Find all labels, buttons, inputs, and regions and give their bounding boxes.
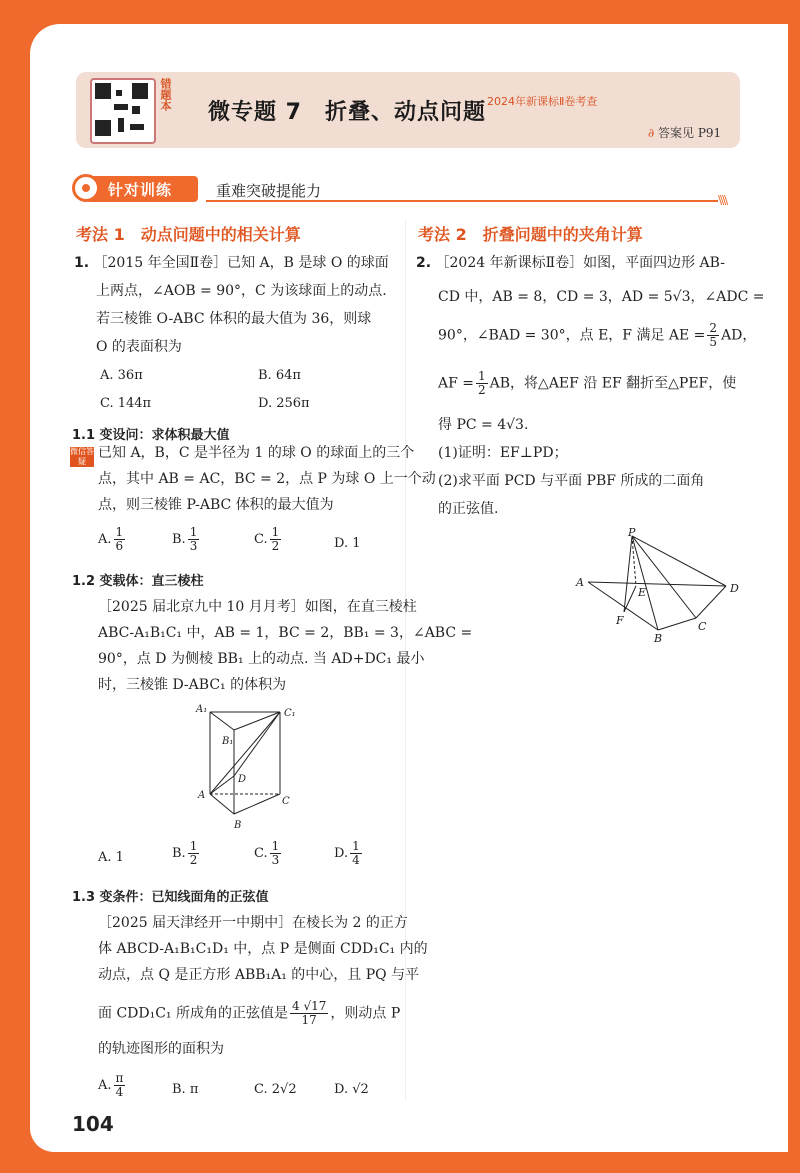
q2-part-2: (2)求平面 PCD 与平面 PBF 所成的二面角 [438, 473, 705, 489]
exam-note: 2024年新课标Ⅱ卷考查 [487, 95, 598, 108]
paperclip-icon: ∂ [648, 126, 659, 140]
v13-option-b: B. π [172, 1082, 199, 1097]
method-1-title: 考法 1 动点问题中的相关计算 [76, 225, 301, 244]
q1-line-1: 1. ［2015 年全国Ⅱ卷］已知 A，B 是球 O 的球面 [74, 255, 389, 271]
error-book-tag: 错题本 [159, 78, 172, 111]
v11-line-2: 点，其中 AB = AC，BC = 2，点 P 为球 O 上一个动 [98, 471, 436, 487]
v11-line-3: 点，则三棱锥 P-ABC 体积的最大值为 [98, 497, 334, 513]
v13-line-5: 的轨迹图形的面积为 [98, 1041, 224, 1057]
method-2-title: 考法 2 折叠问题中的夹角计算 [418, 225, 643, 244]
v13-line-3: 动点，点 Q 是正方形 ABB₁A₁ 的中心，且 PQ 与平 [98, 967, 420, 983]
v12-line-3: 90°，点 D 为侧棱 BB₁ 上的动点. 当 AD+DC₁ 最小 [98, 651, 425, 667]
v11-line-1: 已知 A，B，C 是半径为 1 的球 O 的球面上的三个 [98, 445, 415, 461]
v13-option-a: A. $\frac{\pi}{4}$ [98, 1071, 124, 1099]
v12-option-a: A. 1 [98, 850, 124, 865]
v13-line-2: 体 ABCD-A₁B₁C₁D₁ 中，点 P 是侧面 CDD₁C₁ 内的 [98, 941, 428, 957]
q1-option-a: A. 36π [100, 368, 143, 383]
fig1-label-b1: B₁ [222, 736, 234, 747]
page-title: 微专题 7 折叠、动点问题 [208, 100, 486, 125]
fig1-label-c1: C₁ [284, 708, 296, 719]
fig1-label-d: D [238, 774, 247, 785]
answer-reference: ∂ 答案见 P91 [648, 126, 722, 140]
variant-1-2-heading: 1.2 变载体：直三棱柱 [72, 574, 204, 589]
v11-option-d: D. 1 [334, 536, 361, 551]
q1-option-c: C. 144π [100, 396, 152, 411]
fold-figure [570, 526, 750, 642]
variant-1-3-heading: 1.3 变条件：已知线面角的正弦值 [72, 890, 269, 905]
fig2-label-d: D [730, 582, 739, 595]
v13-line-4: 面 CDD₁C₁ 所成角的正弦值是 $\frac{4 √17}{17}$ ，则动点 P [98, 999, 401, 1027]
fig1-label-a1: A₁ [196, 704, 208, 715]
v13-line-1: ［2025 届天津经开一中期中］在棱长为 2 的正方 [98, 915, 408, 931]
fig2-label-f: F [616, 614, 624, 627]
v11-option-a: A. $\frac{1}{6}$ [98, 525, 124, 553]
decor-stripes: \\\\ [718, 193, 727, 207]
q2-line-4: AF = $\frac{1}{2}$ AB，将△AEF 沿 EF 翻折至△PEF，使 [438, 369, 737, 397]
q2-line-5: 得 PC = 4√3. [438, 417, 529, 433]
fig2-label-b: B [654, 632, 663, 642]
v12-option-d: D. $\frac{1}{4}$ [334, 839, 360, 867]
q1-line-2: 上两点，∠AOB = 90°，C 为该球面上的动点. [96, 283, 387, 299]
fig2-label-c: C [698, 620, 707, 633]
q1-option-b: B. 64π [258, 368, 301, 383]
v12-line-1: ［2025 届北京九中 10 月月考］如图，在直三棱柱 [98, 599, 417, 615]
fig1-label-a: A [198, 790, 206, 801]
q2-part-2-cont: 的正弦值. [438, 501, 499, 517]
wechat-qa-tag[interactable]: 微信答疑 [70, 447, 94, 466]
training-banner [72, 174, 202, 204]
q1-line-3: 若三棱锥 O-ABC 体积的最大值为 36，则球 [96, 311, 372, 327]
v11-option-b: B. $\frac{1}{3}$ [172, 525, 198, 553]
q2-line-3: 90°，∠BAD = 30°，点 E，F 满足 AE = $\frac{2}{5}$ AD， [438, 321, 757, 349]
fig2-label-e: E [638, 586, 647, 599]
banner-subtitle: 重难突破提能力 [216, 182, 322, 200]
v11-option-c: C. $\frac{1}{2}$ [254, 525, 280, 553]
divider [206, 200, 718, 202]
v12-option-c: C. $\frac{1}{3}$ [254, 839, 280, 867]
variant-1-1-heading: 1.1 变设问：求体积最大值 [72, 428, 230, 443]
qr-code[interactable] [90, 78, 156, 144]
v13-option-d: D. √2 [334, 1082, 369, 1097]
prism-figure [190, 700, 310, 830]
q1-option-d: D. 256π [258, 396, 310, 411]
banner-label: 针对训练 [108, 181, 173, 199]
v12-line-4: 时，三棱锥 D-ABC₁ 的体积为 [98, 677, 287, 693]
fig1-label-b: B [234, 820, 242, 830]
fig2-label-p: P [628, 526, 636, 539]
q1-line-4: O 的表面积为 [96, 339, 182, 355]
fig2-label-a: A [576, 576, 584, 589]
fig1-label-c: C [282, 796, 290, 807]
v12-line-2: ABC-A₁B₁C₁ 中，AB = 1，BC = 2，BB₁ = 3，∠ABC = [98, 625, 473, 641]
q2-part-1: (1)证明：EF⊥PD； [438, 445, 568, 461]
q2-line-1: 2. ［2024 年新课标Ⅱ卷］如图，平面四边形 AB- [416, 255, 725, 271]
v12-option-b: B. $\frac{1}{2}$ [172, 839, 198, 867]
q2-line-2: CD 中，AB = 8，CD = 3，AD = 5√3，∠ADC = [438, 289, 765, 305]
target-icon [72, 174, 100, 202]
v13-option-c: C. 2√2 [254, 1082, 297, 1097]
page-number: 104 [72, 1112, 114, 1136]
